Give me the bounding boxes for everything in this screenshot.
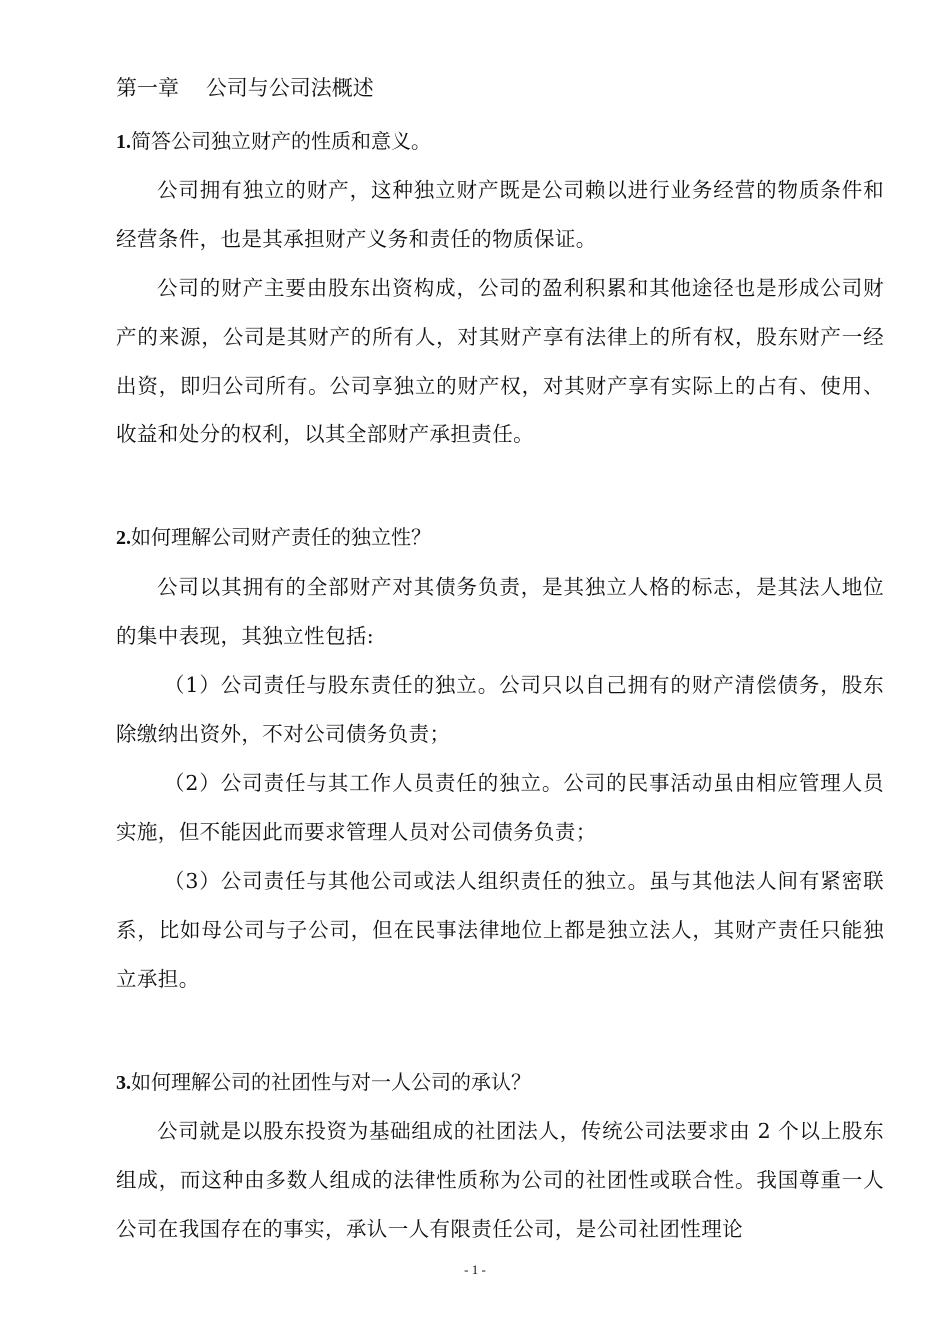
list-item: （3）公司责任与其他公司或法人组织责任的独立。虽与其他法人间有紧密联系，比如母公司与子公司，但在民事法律地位上都是独立法人，其财产责任只能独立承担。 <box>116 869 884 991</box>
question-number: 1. <box>116 131 131 153</box>
question-3-heading <box>116 1067 531 1098</box>
page-number: - 1 - <box>464 1262 486 1277</box>
paragraph: 公司的财产主要由股东出资构成，公司的盈利积累和其他途径也是形成公司财产的来源，公司是其财产的所有人，对其财产享有法律上的所有权，股东财产一经出资，即归公司所有。公司享独立的财产权，对其财产享有实际上的占有、使用、收益和处分的权利，以其全部财产承担责任。 <box>116 276 884 447</box>
paragraph: 公司拥有独立的财产，这种独立财产既是公司赖以进行业务经营的物质条件和经营条件，也是其承担财产义务和责任的物质保证。 <box>116 178 884 251</box>
question-number: 2. <box>116 527 131 549</box>
paragraph: 公司以其拥有的全部财产对其债务负责，是其独立人格的标志，是其法人地位的集中表现，其独立性包括: <box>116 575 884 648</box>
question-title: 如何理解公司财产责任的独立性？ <box>131 525 431 549</box>
list-item: （1）公司责任与股东责任的独立。公司只以自己拥有的财产清偿债务，股东除缴纳出资外，不对公司债务负责； <box>116 673 884 746</box>
question-number: 3. <box>116 1072 131 1094</box>
question-2-heading <box>116 522 431 553</box>
question-title: 简答公司独立财产的性质和意义。 <box>131 129 431 153</box>
list-item: （2）公司责任与其工作人员责任的独立。公司的民事活动虽由相应管理人员实施，但不能因此而要求管理人员对公司债务负责； <box>116 771 884 844</box>
question-1-heading <box>116 126 431 157</box>
question-title: 如何理解公司的社团性与对一人公司的承认？ <box>131 1070 531 1094</box>
paragraph: 公司就是以股东投资为基础组成的社团法人，传统公司法要求由 2 个以上股东组成，而这种由多数人组成的法律性质称为公司的社团性或联合性。我国尊重一人公司在我国存在的事实，承认一人有限责任公司，是公司社团性理论 <box>116 1119 884 1241</box>
chapter-title: 第一章 公司与公司法概述 <box>116 76 374 100</box>
